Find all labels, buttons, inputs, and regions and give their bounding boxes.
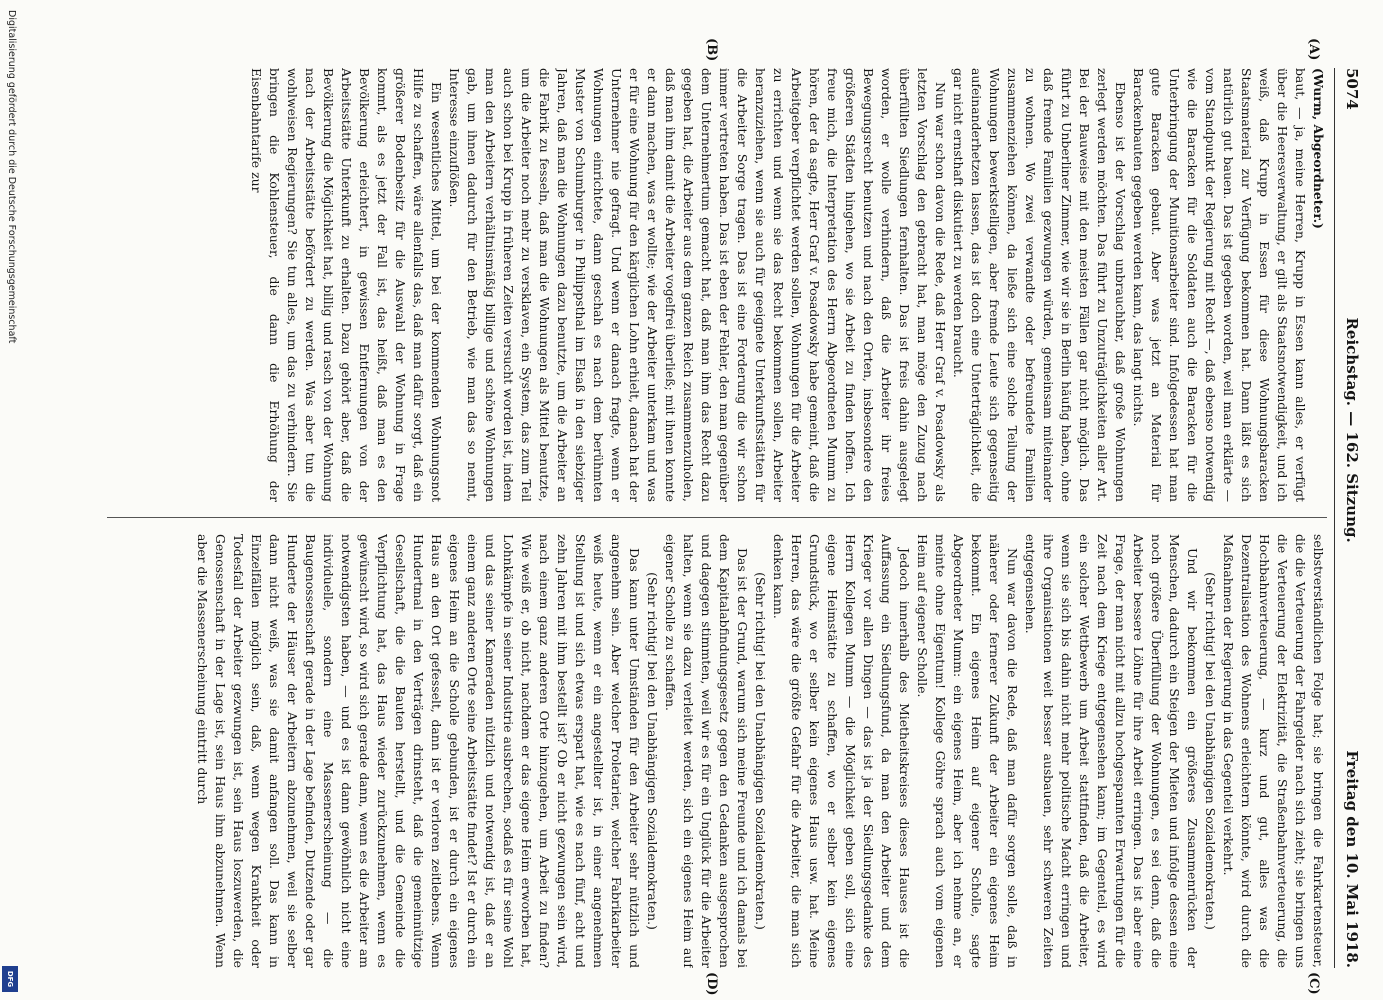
dfg-logo-icon xyxy=(2,966,18,992)
paragraph: Ein wesentliches Mittel, um bei der kommenden Wohnungsnot Hilfe zu schaffen, wäre allenfalls das, daß man dafür sorgt, daß ein größerer Bodenbesitz für die Auswahl der Wohnung in Frage kommt, als es jetzt der Fall ist, das heißt, daß man es den Bevölkerung erleichtert, in gewissen Entfernungen von der Arbeitsstätte Unterkunft zu erhalten. Dazu gehört aber, daß die Bevölkerung die Möglichkeit hat, billig und rasch von der Wohnung nach der Arbeitsstätte befördert zu werden. Was aber tun die wohlweisen Regierungen? Sie tun alles, um das zu verhindern. Sie bringen die Kohlensteuer, die dann die Erhöhung der Eisenbahntarife zur xyxy=(249,68,444,502)
margin-marker-c: (C) xyxy=(1306,972,1321,995)
header-date: Freitag den 10. Mai 1918. xyxy=(1343,750,1361,968)
credit-text: Digitalisierung gefördert durch die Deutsche Forschungsgemeinschaft xyxy=(6,10,17,344)
interjection: (Sehr richtig! bei den Unabhängigen Sozialdemokraten.) xyxy=(645,572,660,930)
margin-marker-d: (D) xyxy=(704,972,719,996)
margin-marker-b: (B) xyxy=(704,38,719,62)
dfg-logo-text: DFG xyxy=(6,970,14,988)
column-divider xyxy=(107,517,1327,518)
page-header xyxy=(1334,68,1369,968)
paragraph: Das ist der Grund, warum sich meine Freunde und ich damals bei dem Kapitalabfindungsgesetz gegen den Gedanken ausgesprochen und dagegen stimmten, weil wir es für ein Unglück für die Arbeiter halten, wenn sie dazu verleitet werden, sich ein eigenes Heim auf eigener Scholle zu schaffen. xyxy=(663,534,750,968)
paragraph: selbstverständlichen Folge hat; sie bringen die Fahrkartensteuer, die die Verteuerung der Fahrgelder nach sich zieht; sie bringen uns die Verteuerung der Elektrizität, die Straßenbahnverteuerung, die Hochbahnverteuerung, — kurz und gut, alles was die Dezentralisation des Wohnens erleichtern könnte, wird durch die Maßnahmen der Regierung in das Gegenteil verkehrt. xyxy=(1221,534,1326,968)
digitization-credit xyxy=(4,10,18,990)
page-content xyxy=(29,38,1369,996)
speaker-line: (Wurm, Abgeordneter.) xyxy=(1311,68,1326,229)
paragraph: Jedoch innerhalb des Mietheitskreises dieses Hauses ist die Auffassung ein Siedlungsfund, da man den Arbeiter und dem Krieger vor allen Dingen — das ist ja der Siedlungsgedanke des Herrn Kollegen Mumm — die Möglichkeit geben soll, sich eine eigene Heimstätte zu schaffen, wo er selber kein eigenes Grundstück, wo er selber kein eigenes Haus usw. hat. Meine Herren, das wäre die größte Gefahr für die Arbeiter, die man sich denken kann. xyxy=(771,534,912,968)
interjection: (Sehr richtig! bei den Unabhängigen Sozialdemokraten.) xyxy=(1203,572,1218,930)
paragraph: Nun war schon davon die Rede, daß Herr Graf v. Posadowsky als letzten Vorschlag den gebracht hat, man möge den Zuzug nach überfüllten Siedlungen fernhalten. Das ist freis dahin ausgelegt worden, er wolle verhindern, daß die Arbeiter ihr freies Bewegungsrecht benutzen und nach den Orten, insbesondere den größeren Städten hingehen, wo sie Arbeit zu finden hoffen. Ich freue mich, die Interpretation des Herrn Abgeordneten Mumm zu hören, der da sagte, Herr Graf v. Posadowsky habe gemeint, daß die Arbeitgeber verpflichtet werden sollen, Wohnungen für die Arbeiter zu errichten und wenn sie das Recht bekommen sollen, Arbeiter heranzuziehen, wenn sie auch für geeignete Unterkunftsstätten für die Arbeiter Sorge tragen. Das ist eine Forderung die wir schon immer vertreten haben. Das ist eben der Fehler, den man gegenüber dem Unternehmertum gemacht hat, daß man ihm das Recht dazu gegeben hat, die Arbeiter aus dem ganzen Reich zusammenzuholen, daß man ihm damit die Arbeiter vogelfrei überließ; mit ihnen konnte er dann machen, was er wollte; wie der Arbeiter unterkam und was er für eine Wohnung für den kärglichen Lohn erhielt, danach hat der Unternehmer nie gefragt. Und wenn er danach fragte, wenn er Wohnungen einrichtete, dann geschah es nach dem berühmten Muster von Schumburger in Philippsthal im Elsaß in den siebziger Jahren, daß man die Wohnungen dazu benutzte, um die Arbeiter an die Fabrik zu fesseln, daß man die Wohnungen als Mittel benutzte, um die Arbeiter noch mehr zu versklaven, ein System, das zum Teil auch schon bei Krupp in früheren Zeiten versucht worden ist, indem man den Arbeitern verhältnismäßig billige und schöne Wohnungen gab, um ihnen dadurch für den Betrieb, wie man das so nennt, Interesse einzuflößen. xyxy=(447,68,948,502)
left-column xyxy=(107,68,1327,502)
paragraph: Nun war davon die Rede, daß man dafür sorgen solle, daß in näherer oder fernerer Zukunft der Arbeiter ein eigenes Heim bekommt. Ein eigenes Heim auf eigener Scholle, sagte Abgeordneter Mumm: ein eigenes Heim, aber ich nehme an, er meinte ohne Eigentum! Kollege Göhre sprach auch vom eigenen Heim auf eigener Scholle. xyxy=(915,534,1020,968)
paragraph: Ebenso ist der Vorschlag unbrauchbar, daß große Wohnungen zerlegt werden möchten. Das führt zu Unzuträglichkeiten aller Art. Bei der Bauweise mit den meisten Fällen gar nicht möglich. Das führt zu Unberliner Zimmer, wie wir sie in Berlin häufig haben, ohne daß fremde Familien gezwungen würden, gemeinsam miteinander zu wohnen. Wo zwei verwandte oder befreundete Familien zusammenziehen können, da ließe sich eine solche Teilung der Wohnungen bewerkstelligen, aber fremde Leute sich gegenseitig aufeinanderhetzen lassen, das ist doch eine Unterträglichkeit, die gar nicht ernsthaft diskutiert zu werden braucht. xyxy=(951,68,1128,502)
interjection: (Sehr richtig! bei den Unabhängigen Sozialdemokraten.) xyxy=(753,572,768,930)
paragraph: baut, — ja, meine Herren, Krupp in Essen kann alles, er verfügt über die Heeresverwaltung, er gilt als Staatsnotwendigkeit, und ich weiß, daß Krupp in Essen für diese Wohnungsbaracken Staatsmaterial zur Verfügung bekommen hat. Dann läßt es sich natürlich gut bauen. Das ist gegeben worden, weil man erklärte — vom Standpunkt der Regierung mit Recht —, daß ebenso notwendig wie die Baracken für die Soldaten auch die Baracken für die Unterbringung der Munitionsarbeiter sind. Infolgedessen hat man gute Baracken gebaut. Aber was jetzt an Material für Barackenbauten gegeben werden kann, das langt nichts. xyxy=(1131,68,1308,502)
paragraph: Das kann unter Umständen für den Arbeiter sehr nützlich und angenehm sein. Aber welcher Proletarier, welcher Fabrikarbeiter weiß heute, wenn er ein angestellter ist, in einer angenehmen Stellung ist und sich etwas erspart hat, wie es nach fünf, acht und zehn Jahren mit ihm bestellt ist? Ob er nicht gezwungen sein wird, nach einem ganz anderen Orte hinzugehen, um Arbeit zu finden? Wie weiß er, ob nicht, nachdem er das eigene Heim erworben hat, Lohnkämpfe in seiner Industrie ausbrechen, sodaß es für seine Wohl und das seiner Kameraden nützlich und notwendig ist, daß er an einem ganz anderen Orte seine Arbeitsstätte findet? Ist er durch ein eigenes Heim an die Scholle gebunden, ist er durch ein eigenes Haus an den Ort gefesselt, dann ist er verloren zeitlebens. Wenn Hundertmal in den Verträgen drinsteht, daß die gemeinnützige Gesellschaft, die die Bauten herstellt, und die Gemeinde die Verpflichtung hat, das Haus wieder zurückzunehmen, wenn es gewünscht wird, so wird sich gerade dann, wenn es die Arbeiter am notwendigsten haben, — und es ist dann gewöhnlich nicht eine individuelle, sondern eine Massenerscheinung — die Baugenossenschaft gerade in der Lage befinden, Dutzende oder gar Hunderte der Häuser der Arbeitern abzunehmen, weil sie selber dann nicht weiß, was sie damit anfangen soll. Das kann in Einzelfällen möglich sein, daß, wenn wegen Krankheit oder Todesfall der Arbeiter gezwungen ist, sein Haus loszuwerden, die Genossenschaft in der Lage ist, sein Haus ihm abzunehmen. Wenn aber die Massenerscheinung eintritt durch xyxy=(195,534,642,968)
header-title: Reichstag. — 162. Sitzung. xyxy=(1343,317,1361,543)
margin-marker-a: (A) xyxy=(1306,38,1321,61)
page-number: 5074 xyxy=(1343,68,1361,110)
paragraph: Und wir bekommen ein größeres Zusammenrücken der Menschen, dadurch ein Steigen der Mieten und infolge dessen eine noch größere Überfüllung der Wohnungen, es sei denn, daß die Arbeiter bessere Löhne für ihre Arbeit erringen. Das ist aber eine Frage, der man nicht mit allzu hochgespannten Erwartungen für die Zeit nach dem Kriege entgegensehen kann; im Gegenteil, es wird ein solcher Wettbewerb um Arbeit stattfinden, daß die Arbeiter, wenn sie sich bis dahin nicht mehr politische Macht erringen und ihre Organisationen weit besser ausbauen, sehr schweren Zeiten entgegensehen. xyxy=(1023,534,1200,968)
right-column xyxy=(107,534,1327,968)
